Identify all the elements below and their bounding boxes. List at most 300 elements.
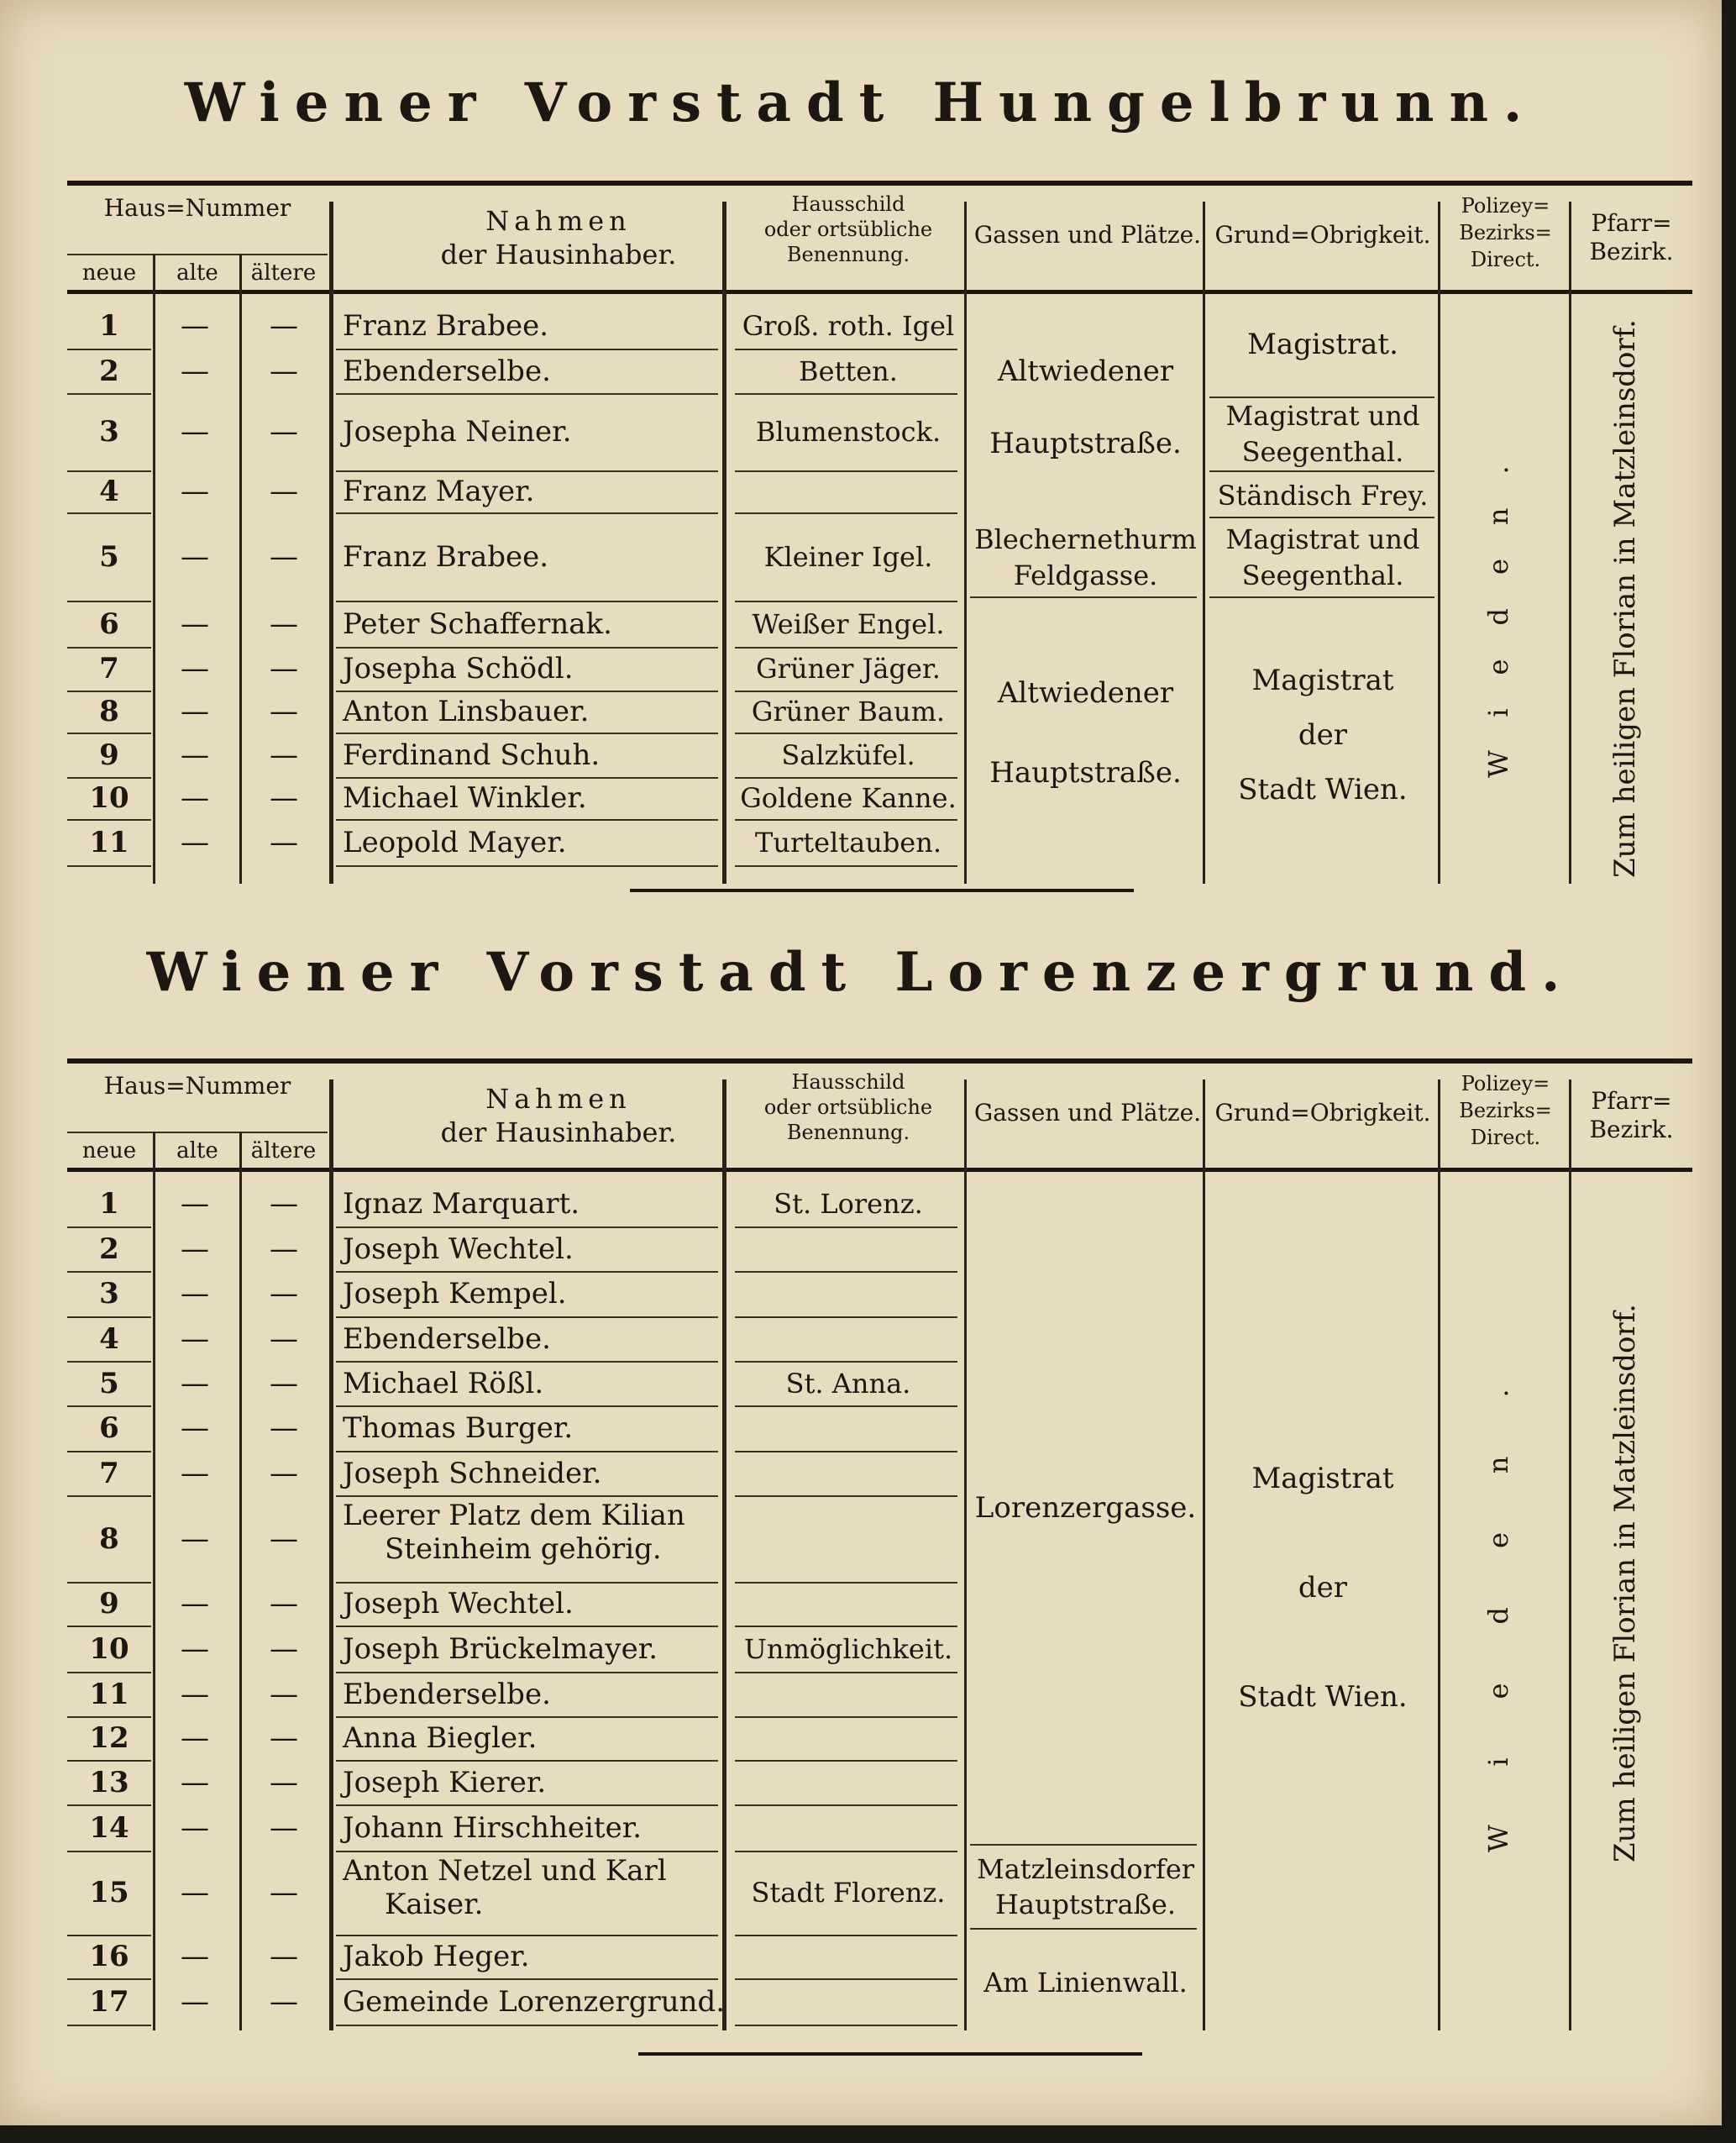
header-neue: neue: [81, 260, 137, 286]
header-subrule: [67, 254, 328, 255]
street-rule: [970, 1928, 1197, 1930]
row-house-sign: Betten.: [799, 355, 898, 387]
row-rule: [735, 819, 957, 821]
top-rule: [67, 181, 1692, 186]
header-polizei-1: Polizey=: [1461, 1072, 1550, 1095]
col-line: [239, 254, 242, 884]
street-matzleinsdorfer-b: Hauptstraße.: [994, 1888, 1177, 1920]
row-owner-name: Josepha Schödl.: [343, 652, 574, 685]
row-number-neue: 4: [99, 475, 119, 508]
row-owner-name: Leerer Platz dem Kilian: [343, 1499, 685, 1532]
col-line: [153, 1132, 155, 2030]
row-number-alte: —: [181, 1186, 209, 1221]
row-rule: [67, 1405, 151, 1407]
row-number-alte: —: [181, 1411, 209, 1445]
row-number-neue: 17: [89, 1984, 129, 2019]
row-number-aeltere: —: [270, 354, 298, 388]
row-owner-name-cont: Kaiser.: [385, 1888, 484, 1921]
row-number-neue: 8: [99, 695, 119, 728]
row-number-alte: —: [181, 607, 209, 641]
row-house-sign: Goldene Kanne.: [740, 782, 957, 814]
row-house-sign: Salzküfel.: [781, 738, 915, 771]
row-number-aeltere: —: [270, 1677, 298, 1711]
col-line: [722, 1079, 726, 2030]
grund-rule: [1209, 470, 1434, 472]
street-altwiedener-1b: Hauptstraße.: [989, 427, 1182, 460]
row-house-sign: Grüner Jäger.: [756, 653, 941, 685]
col-line: [1438, 1079, 1440, 2030]
row-number-alte: —: [181, 1677, 209, 1711]
row-rule: [735, 1672, 957, 1673]
row-owner-name: Josepha Neiner.: [343, 415, 572, 449]
row-rule: [336, 1672, 718, 1673]
table-hungelbrunn: [67, 176, 1692, 886]
col-line: [1438, 202, 1440, 884]
header-grund: Grund=Obrigkeit.: [1214, 1099, 1431, 1127]
header-rule: [67, 1168, 1692, 1172]
row-owner-name: Anna Biegler.: [343, 1721, 538, 1755]
row-owner-name-cont: Steinheim gehörig.: [385, 1532, 662, 1566]
row-rule: [336, 1582, 718, 1584]
header-polizei-3: Direct.: [1470, 1126, 1541, 1149]
row-rule: [67, 1271, 151, 1273]
row-rule: [336, 1935, 718, 1936]
row-number-alte: —: [181, 354, 209, 388]
row-rule: [67, 777, 151, 779]
row-number-neue: 10: [89, 1631, 129, 1666]
row-rule: [735, 777, 957, 779]
header-hausinhaber: der Hausinhaber.: [440, 239, 677, 271]
row-owner-name: Jakob Heger.: [343, 1940, 530, 1973]
row-number-alte: —: [181, 695, 209, 728]
row-number-aeltere: —: [270, 1277, 298, 1310]
col-line: [329, 1079, 333, 2030]
row-rule: [67, 1716, 151, 1718]
row-rule: [67, 865, 151, 867]
row-rule: [336, 647, 718, 649]
row-rule: [336, 1226, 718, 1228]
header-aeltere: ältere: [250, 1138, 317, 1163]
row-number-alte: —: [181, 1765, 209, 1799]
row-rule: [336, 819, 718, 821]
street-blechernethurm: Blechernethurm: [974, 523, 1197, 555]
row-number-alte: —: [181, 1456, 209, 1490]
row-number-alte: —: [181, 1631, 209, 1666]
row-rule: [336, 1361, 718, 1363]
row-number-aeltere: —: [270, 1521, 298, 1556]
row-rule: [67, 1451, 151, 1452]
row-number-alte: —: [181, 1587, 209, 1620]
row-rule: [336, 777, 718, 779]
row-rule: [735, 647, 957, 649]
top-rule: [67, 1058, 1692, 1064]
row-number-neue: 3: [99, 415, 119, 449]
header-haus-nummer: Haus=Nummer: [103, 194, 291, 222]
row-rule: [735, 1451, 957, 1452]
row-owner-name: Anton Linsbauer.: [343, 695, 590, 728]
grund-rule: [1209, 517, 1434, 518]
header-polizei-2: Bezirks=: [1459, 221, 1552, 244]
row-number-alte: —: [181, 1321, 209, 1356]
police-district: Wieden.: [1482, 1330, 1514, 1852]
row-rule: [735, 1405, 957, 1407]
row-number-aeltere: —: [270, 415, 298, 449]
row-number-neue: 9: [99, 1587, 119, 1620]
row-number-alte: —: [181, 1277, 209, 1310]
row-number-aeltere: —: [270, 1456, 298, 1490]
row-number-neue: 6: [99, 607, 119, 641]
section-end-rule: [630, 889, 1134, 892]
row-number-neue: 9: [99, 738, 119, 772]
row-rule: [735, 733, 957, 734]
row-number-neue: 5: [99, 539, 119, 574]
header-pfarr-1: Pfarr=: [1591, 1087, 1672, 1115]
grund-magistrat-seegenthal-2a: Magistrat und: [1225, 523, 1420, 555]
row-rule: [336, 2025, 718, 2026]
row-owner-name: Thomas Burger.: [343, 1411, 574, 1445]
row-rule: [336, 1851, 718, 1852]
row-owner-name: Ebenderselbe.: [343, 354, 551, 388]
row-rule: [735, 512, 957, 514]
row-house-sign: Kleiner Igel.: [763, 540, 933, 573]
row-rule: [735, 393, 957, 395]
section-title-hungelbrunn: Wiener Vorstadt Hungelbrunn.: [184, 71, 1538, 134]
row-number-aeltere: —: [270, 607, 298, 641]
row-number-alte: —: [181, 825, 209, 859]
grund-rule: [1209, 397, 1434, 398]
col-line: [1203, 202, 1205, 884]
row-number-neue: 2: [99, 354, 119, 388]
grund-staendisch-frey: Ständisch Frey.: [1217, 480, 1429, 512]
header-schild-2: oder ortsübliche: [763, 1095, 933, 1119]
row-number-aeltere: —: [270, 1765, 298, 1799]
row-rule: [67, 1495, 151, 1497]
row-owner-name: Joseph Wechtel.: [343, 1232, 574, 1266]
row-rule: [336, 1716, 718, 1718]
row-number-aeltere: —: [270, 825, 298, 859]
row-house-sign: Weißer Engel.: [752, 607, 945, 640]
row-owner-name: Joseph Brückelmayer.: [343, 1631, 658, 1666]
row-number-aeltere: —: [270, 308, 298, 343]
row-rule: [67, 1626, 151, 1627]
row-rule: [735, 1316, 957, 1318]
row-number-aeltere: —: [270, 1876, 298, 1909]
row-rule: [735, 1804, 957, 1806]
row-rule: [67, 819, 151, 821]
header-hausinhaber: der Hausinhaber.: [440, 1116, 677, 1148]
row-rule: [336, 470, 718, 472]
row-number-aeltere: —: [270, 1940, 298, 1973]
row-number-neue: 7: [99, 652, 119, 685]
header-polizei-2: Bezirks=: [1459, 1099, 1552, 1122]
grund-magistrat: Magistrat.: [1247, 328, 1398, 361]
row-number-alte: —: [181, 781, 209, 815]
parish-district: Zum heiligen Florian in Matzleinsdorf.: [1608, 319, 1642, 878]
col-line: [329, 202, 333, 884]
header-nahmen: Nahmen: [485, 1083, 632, 1115]
row-number-alte: —: [181, 475, 209, 508]
row-rule: [735, 601, 957, 602]
row-rule: [735, 1760, 957, 1762]
row-rule: [336, 691, 718, 692]
header-haus-nummer: Haus=Nummer: [103, 1072, 291, 1100]
row-rule: [336, 1405, 718, 1407]
row-rule: [67, 1851, 151, 1852]
row-number-alte: —: [181, 1366, 209, 1400]
header-schild-1: Hausschild: [791, 1070, 905, 1094]
header-pfarr-2: Bezirk.: [1589, 1116, 1674, 1143]
table-lorenzergrund: [67, 1054, 1692, 2041]
row-owner-name: Ebenderselbe.: [343, 1321, 551, 1356]
row-number-neue: 1: [99, 1186, 119, 1221]
row-owner-name: Michael Rößl.: [343, 1366, 544, 1400]
row-number-alte: —: [181, 1810, 209, 1845]
row-number-neue: 11: [89, 825, 129, 859]
row-owner-name: Franz Mayer.: [343, 475, 535, 508]
row-number-neue: 10: [89, 781, 129, 815]
row-rule: [67, 393, 151, 395]
row-number-aeltere: —: [270, 1587, 298, 1620]
grund-magistrat-stadt-b: der: [1298, 718, 1348, 752]
row-owner-name: Peter Schaffernak.: [343, 607, 612, 641]
header-alte: alte: [176, 260, 218, 286]
row-rule: [67, 601, 151, 602]
row-number-alte: —: [181, 1984, 209, 2019]
row-rule: [336, 1804, 718, 1806]
row-number-aeltere: —: [270, 1631, 298, 1666]
row-rule: [735, 1582, 957, 1584]
row-rule: [735, 1716, 957, 1718]
row-rule: [336, 393, 718, 395]
header-grund: Grund=Obrigkeit.: [1214, 221, 1431, 249]
row-rule: [67, 1935, 151, 1936]
row-rule: [735, 1978, 957, 1980]
row-rule: [67, 512, 151, 514]
row-number-alte: —: [181, 1232, 209, 1266]
grund-magistrat-b: der: [1298, 1571, 1348, 1605]
row-house-sign: St. Lorenz.: [774, 1187, 923, 1220]
col-line: [1569, 1079, 1571, 2030]
row-number-aeltere: —: [270, 1984, 298, 2019]
header-subrule: [67, 1132, 328, 1133]
row-rule: [67, 1226, 151, 1228]
row-rule: [735, 1271, 957, 1273]
row-number-neue: 3: [99, 1277, 119, 1310]
header-aeltere: ältere: [250, 260, 317, 286]
row-owner-name: Joseph Wechtel.: [343, 1587, 574, 1620]
row-house-sign: Groß. roth. Igel: [742, 309, 955, 342]
row-owner-name: Ebenderselbe.: [343, 1677, 551, 1711]
header-polizei-1: Polizey=: [1461, 194, 1550, 218]
street-lorenzergasse: Lorenzergasse.: [974, 1491, 1197, 1525]
row-rule: [67, 691, 151, 692]
row-rule: [336, 512, 718, 514]
row-rule: [735, 349, 957, 350]
row-rule: [735, 691, 957, 692]
street-am-linienwall: Am Linienwall.: [983, 1967, 1188, 1999]
row-rule: [735, 1226, 957, 1228]
row-rule: [336, 1316, 718, 1318]
col-line: [1569, 202, 1571, 884]
header-pfarr-2: Bezirk.: [1589, 238, 1674, 265]
section-title-lorenzergrund: Wiener Vorstadt Lorenzergrund.: [146, 941, 1576, 1004]
header-schild-2: oder ortsübliche: [763, 218, 933, 241]
row-rule: [735, 470, 957, 472]
row-rule: [67, 349, 151, 350]
row-number-neue: 12: [89, 1721, 129, 1755]
row-number-aeltere: —: [270, 1186, 298, 1221]
row-owner-name: Joseph Schneider.: [343, 1456, 602, 1490]
row-house-sign: Stadt Florenz.: [751, 1877, 946, 1909]
row-owner-name: Joseph Kempel.: [343, 1277, 567, 1310]
row-number-neue: 5: [99, 1366, 119, 1400]
row-rule: [67, 647, 151, 649]
row-rule: [735, 2025, 957, 2026]
row-number-aeltere: —: [270, 781, 298, 815]
row-owner-name: Anton Netzel und Karl: [343, 1854, 667, 1888]
row-owner-name: Ferdinand Schuh.: [343, 738, 601, 772]
row-owner-name: Leopold Mayer.: [343, 825, 567, 859]
row-number-aeltere: —: [270, 1810, 298, 1845]
row-number-alte: —: [181, 1940, 209, 1973]
row-owner-name: Ignaz Marquart.: [343, 1186, 580, 1221]
row-number-aeltere: —: [270, 738, 298, 772]
row-number-aeltere: —: [270, 652, 298, 685]
header-gassen: Gassen und Plätze.: [973, 1099, 1202, 1127]
row-rule: [336, 1271, 718, 1273]
row-number-aeltere: —: [270, 475, 298, 508]
row-owner-name: Joseph Kierer.: [343, 1765, 547, 1799]
row-owner-name: Franz Brabee.: [343, 539, 549, 574]
street-altwiedener-1a: Altwiedener: [997, 355, 1174, 388]
row-rule: [336, 1760, 718, 1762]
row-number-aeltere: —: [270, 1366, 298, 1400]
row-house-sign: Grüner Baum.: [751, 696, 946, 727]
header-gassen: Gassen und Plätze.: [973, 221, 1202, 249]
row-rule: [735, 865, 957, 867]
row-rule: [735, 1495, 957, 1497]
row-number-alte: —: [181, 1521, 209, 1556]
street-rule: [970, 596, 1197, 598]
row-number-neue: 1: [99, 308, 119, 343]
row-number-neue: 16: [89, 1940, 129, 1973]
row-rule: [67, 733, 151, 734]
row-number-neue: 13: [89, 1765, 129, 1799]
street-altwiedener-2a: Altwiedener: [997, 676, 1174, 710]
col-line: [153, 254, 155, 884]
row-rule: [336, 349, 718, 350]
row-number-alte: —: [181, 539, 209, 574]
row-rule: [67, 470, 151, 472]
row-rule: [336, 733, 718, 734]
row-rule: [336, 1978, 718, 1980]
row-owner-name: Franz Brabee.: [343, 308, 549, 343]
grund-magistrat-seegenthal-2b: Seegenthal.: [1241, 559, 1404, 591]
row-number-neue: 11: [89, 1677, 129, 1711]
row-owner-name: Gemeinde Lorenzergrund.: [343, 1984, 726, 2019]
grund-magistrat-c: Stadt Wien.: [1238, 1680, 1408, 1714]
row-rule: [336, 1495, 718, 1497]
row-number-neue: 2: [99, 1232, 119, 1266]
row-number-alte: —: [181, 738, 209, 772]
row-house-sign: Unmöglichkeit.: [743, 1632, 953, 1665]
row-number-neue: 14: [89, 1810, 129, 1845]
header-schild-1: Hausschild: [791, 192, 905, 216]
row-rule: [67, 1582, 151, 1584]
row-rule: [336, 1451, 718, 1452]
grund-magistrat-stadt-c: Stadt Wien.: [1238, 773, 1408, 806]
row-house-sign: Turteltauben.: [754, 826, 942, 859]
row-number-alte: —: [181, 415, 209, 449]
row-number-alte: —: [181, 652, 209, 685]
row-owner-name: Michael Winkler.: [343, 781, 587, 815]
row-number-aeltere: —: [270, 1721, 298, 1755]
street-rule: [970, 1844, 1197, 1846]
header-neue: neue: [81, 1138, 137, 1163]
row-number-aeltere: —: [270, 1232, 298, 1266]
header-schild-3: Benennung.: [786, 243, 910, 266]
row-number-neue: 7: [99, 1456, 119, 1490]
grund-magistrat-stadt-a: Magistrat: [1251, 664, 1394, 697]
row-number-neue: 8: [99, 1521, 119, 1556]
row-rule: [735, 1361, 957, 1363]
section-end-rule: [638, 2052, 1142, 2056]
row-number-aeltere: —: [270, 695, 298, 728]
row-number-alte: —: [181, 1721, 209, 1755]
street-altwiedener-2b: Hauptstraße.: [989, 756, 1182, 790]
row-number-aeltere: —: [270, 1411, 298, 1445]
row-number-neue: 6: [99, 1411, 119, 1445]
grund-rule: [1209, 596, 1434, 598]
row-rule: [67, 1316, 151, 1318]
row-number-neue: 4: [99, 1321, 119, 1356]
row-rule: [735, 1851, 957, 1852]
row-owner-name: Johann Hirschheiter.: [343, 1810, 642, 1845]
row-house-sign: Blumenstock.: [755, 416, 941, 448]
row-rule: [67, 2025, 151, 2026]
row-number-aeltere: —: [270, 539, 298, 574]
row-house-sign: St. Anna.: [785, 1367, 911, 1400]
col-line: [722, 202, 726, 884]
header-pfarr-1: Pfarr=: [1591, 209, 1672, 237]
row-rule: [67, 1978, 151, 1980]
street-feldgasse: Feldgasse.: [1013, 559, 1158, 591]
row-rule: [336, 1626, 718, 1627]
row-rule: [336, 601, 718, 602]
row-rule: [67, 1804, 151, 1806]
row-number-neue: 15: [89, 1876, 129, 1909]
row-rule: [735, 1935, 957, 1936]
parish-district: Zum heiligen Florian in Matzleinsdorf.: [1608, 1304, 1642, 1863]
police-district: Wieden.: [1482, 432, 1514, 778]
col-line: [1203, 1079, 1205, 2030]
header-polizei-3: Direct.: [1470, 248, 1541, 271]
row-rule: [67, 1672, 151, 1673]
row-number-alte: —: [181, 1876, 209, 1909]
row-number-aeltere: —: [270, 1321, 298, 1356]
street-matzleinsdorfer-a: Matzleinsdorfer: [976, 1853, 1195, 1885]
row-number-alte: —: [181, 308, 209, 343]
header-schild-3: Benennung.: [786, 1121, 910, 1144]
header-nahmen: Nahmen: [485, 205, 632, 237]
row-rule: [735, 1626, 957, 1627]
col-line: [239, 1132, 242, 2030]
row-rule: [67, 1361, 151, 1363]
grund-magistrat-seegenthal-b: Seegenthal.: [1241, 436, 1404, 468]
header-rule: [67, 290, 1692, 294]
row-rule: [336, 865, 718, 867]
header-alte: alte: [176, 1138, 218, 1163]
